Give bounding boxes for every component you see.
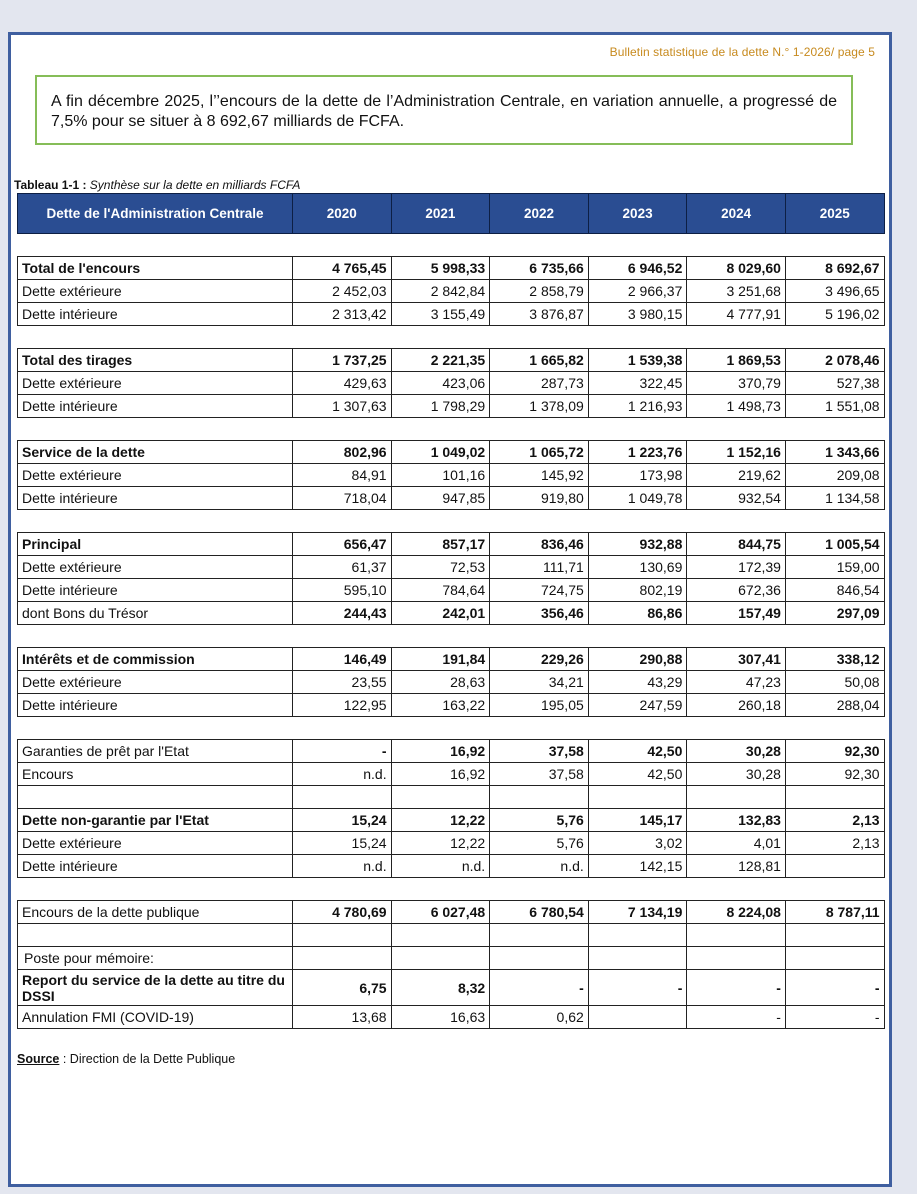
value-cell: 4,01 — [687, 832, 786, 855]
table-row — [18, 602, 885, 625]
empty-row — [18, 786, 885, 809]
table-row — [18, 648, 885, 671]
spacer-cell — [588, 625, 687, 648]
row-label: Dette extérieure — [18, 372, 293, 395]
table-row — [18, 257, 885, 280]
row-label: Annulation FMI (COVID-19) — [18, 1006, 293, 1029]
row-label: Dette intérieure — [18, 855, 293, 878]
table-row — [18, 694, 885, 717]
empty-cell — [391, 786, 490, 809]
value-cell: n.d. — [293, 855, 392, 878]
value-cell: 209,08 — [785, 464, 884, 487]
value-cell: 157,49 — [687, 602, 786, 625]
value-cell: 5,76 — [490, 832, 589, 855]
value-cell: 15,24 — [293, 832, 392, 855]
header-cell: 2023 — [588, 194, 687, 234]
table-header-row — [18, 194, 885, 234]
header-cell: 2022 — [490, 194, 589, 234]
value-cell — [490, 947, 589, 970]
value-cell: 173,98 — [588, 464, 687, 487]
value-cell: 1 216,93 — [588, 395, 687, 418]
table-row — [18, 372, 885, 395]
value-cell: 146,49 — [293, 648, 392, 671]
value-cell — [293, 947, 392, 970]
source-text: : Direction de la Dette Publique — [59, 1052, 236, 1066]
table-row — [18, 487, 885, 510]
spacer-cell — [293, 717, 392, 740]
value-cell: 307,41 — [687, 648, 786, 671]
value-cell: 72,53 — [391, 556, 490, 579]
value-cell: 145,17 — [588, 809, 687, 832]
table-row — [18, 579, 885, 602]
value-cell: 784,64 — [391, 579, 490, 602]
value-cell: 1 378,09 — [490, 395, 589, 418]
value-cell: 2 966,37 — [588, 280, 687, 303]
value-cell: 4 780,69 — [293, 901, 392, 924]
value-cell: 247,59 — [588, 694, 687, 717]
value-cell: 1 665,82 — [490, 349, 589, 372]
value-cell: 122,95 — [293, 694, 392, 717]
row-label: Report du service de la dette au titre du DSSI — [18, 970, 293, 1006]
table-row — [18, 280, 885, 303]
value-cell: 219,62 — [687, 464, 786, 487]
spacer-cell — [18, 510, 293, 533]
row-label: Principal — [18, 533, 293, 556]
value-cell: 672,36 — [687, 579, 786, 602]
empty-cell — [490, 786, 589, 809]
value-cell: 6 780,54 — [490, 901, 589, 924]
spacer-cell — [293, 418, 392, 441]
table-row — [18, 556, 885, 579]
value-cell: 47,23 — [687, 671, 786, 694]
value-cell: 8 029,60 — [687, 257, 786, 280]
value-cell: 61,37 — [293, 556, 392, 579]
spacer-cell — [18, 717, 293, 740]
value-cell: 2 313,42 — [293, 303, 392, 326]
value-cell: 1 065,72 — [490, 441, 589, 464]
spacer-cell — [391, 717, 490, 740]
row-label: Dette extérieure — [18, 280, 293, 303]
value-cell: 8,32 — [391, 970, 490, 1006]
row-label: Service de la dette — [18, 441, 293, 464]
spacer-cell — [293, 510, 392, 533]
empty-cell — [588, 924, 687, 947]
spacer-cell — [687, 625, 786, 648]
summary-text: A fin décembre 2025, l’’encours de la dette de l’Administration Centrale, en variation annuelle, a progressé de 7,5% pour se situer à 8 692,67 milliards de FCFA. — [51, 93, 837, 130]
table-row — [18, 970, 885, 1006]
spacer-cell — [785, 717, 884, 740]
value-cell: 101,16 — [391, 464, 490, 487]
spacer-cell — [687, 418, 786, 441]
value-cell: 3 876,87 — [490, 303, 589, 326]
value-cell: 932,88 — [588, 533, 687, 556]
value-cell: 1 737,25 — [293, 349, 392, 372]
row-label: Total de l'encours — [18, 257, 293, 280]
value-cell: n.d. — [490, 855, 589, 878]
spacer-cell — [490, 418, 589, 441]
table-row — [18, 855, 885, 878]
value-cell: 2 221,35 — [391, 349, 490, 372]
value-cell: 423,06 — [391, 372, 490, 395]
value-cell: n.d. — [293, 763, 392, 786]
value-cell: 290,88 — [588, 648, 687, 671]
value-cell: 6 735,66 — [490, 257, 589, 280]
value-cell: 2 842,84 — [391, 280, 490, 303]
spacer-cell — [293, 625, 392, 648]
value-cell — [785, 855, 884, 878]
value-cell: 2,13 — [785, 809, 884, 832]
value-cell: 802,96 — [293, 441, 392, 464]
value-cell: 297,09 — [785, 602, 884, 625]
spacer-row — [18, 234, 885, 257]
value-cell: 16,63 — [391, 1006, 490, 1029]
row-label: Encours de la dette publique — [18, 901, 293, 924]
row-label: Dette non-garantie par l'Etat — [18, 809, 293, 832]
spacer-cell — [391, 625, 490, 648]
value-cell: 5,76 — [490, 809, 589, 832]
spacer-row — [18, 510, 885, 533]
spacer-cell — [293, 234, 392, 257]
table-row — [18, 740, 885, 763]
value-cell: - — [490, 970, 589, 1006]
value-cell: 195,05 — [490, 694, 589, 717]
empty-cell — [687, 924, 786, 947]
value-cell: 242,01 — [391, 602, 490, 625]
value-cell: 836,46 — [490, 533, 589, 556]
value-cell: 3 496,65 — [785, 280, 884, 303]
spacer-cell — [588, 234, 687, 257]
spacer-cell — [18, 326, 293, 349]
empty-cell — [588, 786, 687, 809]
value-cell: 1 223,76 — [588, 441, 687, 464]
value-cell — [687, 947, 786, 970]
table-row — [18, 395, 885, 418]
spacer-cell — [391, 418, 490, 441]
value-cell: 4 777,91 — [687, 303, 786, 326]
empty-cell — [293, 786, 392, 809]
spacer-cell — [785, 878, 884, 901]
spacer-cell — [391, 326, 490, 349]
bulletin-page — [8, 32, 892, 1187]
value-cell: 3 251,68 — [687, 280, 786, 303]
value-cell: 130,69 — [588, 556, 687, 579]
value-cell: 595,10 — [293, 579, 392, 602]
spacer-cell — [18, 878, 293, 901]
empty-cell — [18, 924, 293, 947]
row-label: Dette extérieure — [18, 671, 293, 694]
header-cell: Dette de l'Administration Centrale — [18, 194, 293, 234]
value-cell: 260,18 — [687, 694, 786, 717]
value-cell: 1 343,66 — [785, 441, 884, 464]
value-cell: 846,54 — [785, 579, 884, 602]
value-cell: 1 049,78 — [588, 487, 687, 510]
empty-cell — [687, 786, 786, 809]
value-cell: 16,92 — [391, 763, 490, 786]
value-cell: 37,58 — [490, 763, 589, 786]
value-cell — [391, 947, 490, 970]
value-cell: 37,58 — [490, 740, 589, 763]
spacer-cell — [785, 625, 884, 648]
spacer-cell — [588, 717, 687, 740]
table-caption-description: Synthèse sur la dette en milliards FCFA — [86, 178, 301, 192]
value-cell: 12,22 — [391, 809, 490, 832]
value-cell: - — [293, 740, 392, 763]
value-cell: - — [785, 1006, 884, 1029]
value-cell: 172,39 — [687, 556, 786, 579]
value-cell: 8 787,11 — [785, 901, 884, 924]
table-row — [18, 441, 885, 464]
spacer-cell — [687, 510, 786, 533]
value-cell: 128,81 — [687, 855, 786, 878]
value-cell: 6 027,48 — [391, 901, 490, 924]
value-cell: 656,47 — [293, 533, 392, 556]
table-row — [18, 303, 885, 326]
value-cell: 1 798,29 — [391, 395, 490, 418]
summary-box — [35, 75, 853, 145]
table-row — [18, 464, 885, 487]
value-cell: 92,30 — [785, 763, 884, 786]
spacer-cell — [293, 326, 392, 349]
empty-cell — [785, 786, 884, 809]
value-cell: 84,91 — [293, 464, 392, 487]
table-row — [18, 832, 885, 855]
row-label: Dette intérieure — [18, 303, 293, 326]
header-cell: 2021 — [391, 194, 490, 234]
value-cell: 142,15 — [588, 855, 687, 878]
debt-summary-table — [17, 193, 885, 1029]
value-cell: 8 692,67 — [785, 257, 884, 280]
value-cell: - — [687, 1006, 786, 1029]
value-cell: 42,50 — [588, 740, 687, 763]
empty-cell — [391, 924, 490, 947]
value-cell: 86,86 — [588, 602, 687, 625]
spacer-cell — [785, 418, 884, 441]
spacer-row — [18, 878, 885, 901]
row-label: Poste pour mémoire: — [18, 947, 293, 970]
spacer-cell — [687, 326, 786, 349]
value-cell: 145,92 — [490, 464, 589, 487]
value-cell: 8 224,08 — [687, 901, 786, 924]
value-cell: 159,00 — [785, 556, 884, 579]
value-cell: 1 005,54 — [785, 533, 884, 556]
row-label: Dette intérieure — [18, 395, 293, 418]
value-cell: 370,79 — [687, 372, 786, 395]
memo-row — [18, 947, 885, 970]
row-label: Encours — [18, 763, 293, 786]
value-cell: 3 155,49 — [391, 303, 490, 326]
value-cell: 132,83 — [687, 809, 786, 832]
value-cell: 338,12 — [785, 648, 884, 671]
value-cell: 322,45 — [588, 372, 687, 395]
empty-row — [18, 924, 885, 947]
value-cell: 191,84 — [391, 648, 490, 671]
spacer-cell — [391, 234, 490, 257]
table-row — [18, 1006, 885, 1029]
value-cell: 1 539,38 — [588, 349, 687, 372]
row-label: Dette intérieure — [18, 487, 293, 510]
row-label: Total des tirages — [18, 349, 293, 372]
value-cell — [588, 947, 687, 970]
source-note — [17, 1052, 235, 1066]
spacer-cell — [785, 510, 884, 533]
value-cell: 34,21 — [490, 671, 589, 694]
value-cell — [785, 947, 884, 970]
empty-cell — [293, 924, 392, 947]
value-cell: 1 869,53 — [687, 349, 786, 372]
value-cell: 244,43 — [293, 602, 392, 625]
value-cell: 1 498,73 — [687, 395, 786, 418]
row-label: Dette intérieure — [18, 694, 293, 717]
value-cell: 3 980,15 — [588, 303, 687, 326]
value-cell: 1 551,08 — [785, 395, 884, 418]
value-cell: 2,13 — [785, 832, 884, 855]
source-label: Source — [17, 1052, 60, 1066]
value-cell: - — [785, 970, 884, 1006]
spacer-cell — [490, 326, 589, 349]
spacer-cell — [588, 878, 687, 901]
row-label: Intérêts et de commission — [18, 648, 293, 671]
table-row — [18, 349, 885, 372]
value-cell: 356,46 — [490, 602, 589, 625]
spacer-cell — [391, 510, 490, 533]
value-cell: 4 765,45 — [293, 257, 392, 280]
table-caption-label: Tableau 1-1 : — [14, 178, 87, 192]
spacer-cell — [687, 717, 786, 740]
spacer-cell — [588, 510, 687, 533]
empty-cell — [18, 786, 293, 809]
header-cell: 2024 — [687, 194, 786, 234]
value-cell: 2 452,03 — [293, 280, 392, 303]
value-cell: 42,50 — [588, 763, 687, 786]
table-row — [18, 763, 885, 786]
row-label: Dette extérieure — [18, 556, 293, 579]
table-row — [18, 901, 885, 924]
value-cell: 3,02 — [588, 832, 687, 855]
value-cell: 28,63 — [391, 671, 490, 694]
table-caption — [14, 178, 300, 192]
value-cell: 111,71 — [490, 556, 589, 579]
value-cell: 12,22 — [391, 832, 490, 855]
row-label: dont Bons du Trésor — [18, 602, 293, 625]
empty-cell — [785, 924, 884, 947]
spacer-row — [18, 418, 885, 441]
value-cell: 1 152,16 — [687, 441, 786, 464]
spacer-cell — [687, 878, 786, 901]
value-cell: n.d. — [391, 855, 490, 878]
value-cell: 724,75 — [490, 579, 589, 602]
value-cell: 1 307,63 — [293, 395, 392, 418]
value-cell: 5 998,33 — [391, 257, 490, 280]
value-cell: 163,22 — [391, 694, 490, 717]
header-cell: 2020 — [293, 194, 392, 234]
value-cell: 6,75 — [293, 970, 392, 1006]
spacer-row — [18, 717, 885, 740]
header-cell: 2025 — [785, 194, 884, 234]
value-cell: 50,08 — [785, 671, 884, 694]
value-cell: 7 134,19 — [588, 901, 687, 924]
spacer-cell — [588, 326, 687, 349]
spacer-cell — [391, 878, 490, 901]
table-row — [18, 671, 885, 694]
spacer-cell — [18, 234, 293, 257]
value-cell: 229,26 — [490, 648, 589, 671]
value-cell: 92,30 — [785, 740, 884, 763]
value-cell: 30,28 — [687, 740, 786, 763]
value-cell: 947,85 — [391, 487, 490, 510]
value-cell: 844,75 — [687, 533, 786, 556]
spacer-row — [18, 326, 885, 349]
value-cell: 527,38 — [785, 372, 884, 395]
value-cell: 287,73 — [490, 372, 589, 395]
value-cell: 718,04 — [293, 487, 392, 510]
spacer-cell — [490, 234, 589, 257]
value-cell: 13,68 — [293, 1006, 392, 1029]
row-label: Garanties de prêt par l'Etat — [18, 740, 293, 763]
value-cell: 2 858,79 — [490, 280, 589, 303]
value-cell: 857,17 — [391, 533, 490, 556]
spacer-cell — [785, 234, 884, 257]
spacer-row — [18, 625, 885, 648]
table-row — [18, 533, 885, 556]
spacer-cell — [18, 418, 293, 441]
value-cell: 429,63 — [293, 372, 392, 395]
spacer-cell — [588, 418, 687, 441]
row-label: Dette extérieure — [18, 464, 293, 487]
value-cell: 43,29 — [588, 671, 687, 694]
spacer-cell — [490, 510, 589, 533]
spacer-cell — [490, 717, 589, 740]
value-cell: 30,28 — [687, 763, 786, 786]
spacer-cell — [18, 625, 293, 648]
value-cell: 6 946,52 — [588, 257, 687, 280]
value-cell: 288,04 — [785, 694, 884, 717]
value-cell: 2 078,46 — [785, 349, 884, 372]
row-label: Dette intérieure — [18, 579, 293, 602]
spacer-cell — [490, 625, 589, 648]
value-cell: 1 049,02 — [391, 441, 490, 464]
value-cell: 23,55 — [293, 671, 392, 694]
spacer-cell — [293, 878, 392, 901]
value-cell: 15,24 — [293, 809, 392, 832]
value-cell: 0,62 — [490, 1006, 589, 1029]
value-cell: - — [687, 970, 786, 1006]
spacer-cell — [490, 878, 589, 901]
bulletin-header: Bulletin statistique de la dette N.° 1-2026/ page 5 — [609, 45, 875, 59]
row-label: Dette extérieure — [18, 832, 293, 855]
value-cell: 802,19 — [588, 579, 687, 602]
spacer-cell — [687, 234, 786, 257]
value-cell: 16,92 — [391, 740, 490, 763]
table-row — [18, 809, 885, 832]
value-cell: 1 134,58 — [785, 487, 884, 510]
value-cell: 5 196,02 — [785, 303, 884, 326]
value-cell: 932,54 — [687, 487, 786, 510]
value-cell: 919,80 — [490, 487, 589, 510]
empty-cell — [490, 924, 589, 947]
spacer-cell — [785, 326, 884, 349]
value-cell — [588, 1006, 687, 1029]
value-cell: - — [588, 970, 687, 1006]
